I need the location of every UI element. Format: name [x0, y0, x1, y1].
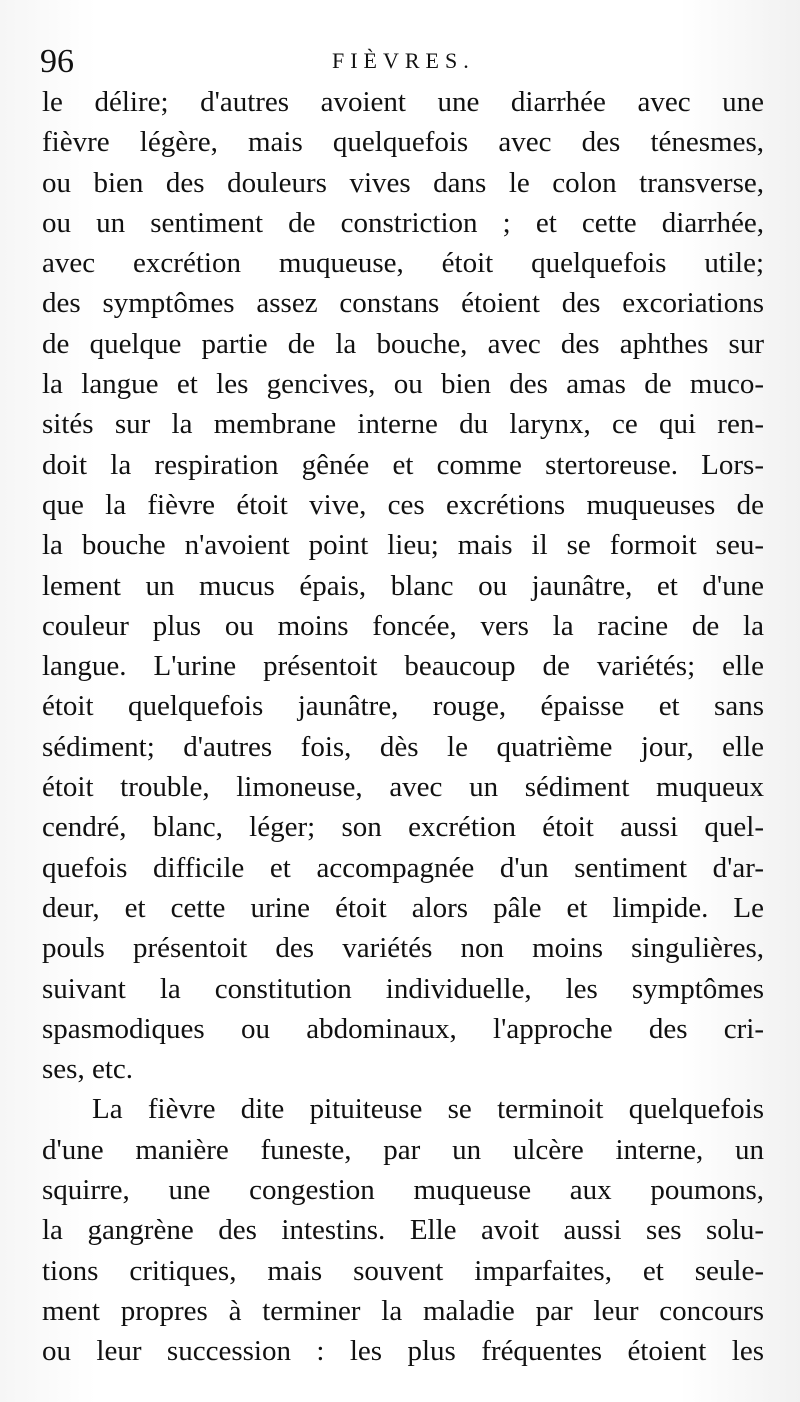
text-line: des symptômes assez constans étoient des excoriations	[42, 287, 764, 320]
text-line: squirre, une congestion muqueuse aux poumons,	[42, 1174, 764, 1207]
text-line: langue. L'urine présentoit beaucoup de variétés; elle	[42, 650, 764, 683]
text-line: tions critiques, mais souvent imparfaites, et seule-	[42, 1254, 764, 1287]
text-line: que la fièvre étoit vive, ces excrétions muqueuses de	[42, 488, 764, 521]
running-title: FIÈVRES.	[332, 48, 475, 73]
text-line: La fièvre dite pituiteuse se terminoit quelquefois	[92, 1093, 764, 1126]
text-line: ou un sentiment de constriction ; et cette diarrhée,	[42, 206, 764, 239]
text-line: le délire; d'autres avoient une diarrhée avec une	[42, 86, 764, 118]
text-line: la bouche n'avoient point lieu; mais il se formoit seu-	[42, 529, 764, 562]
text-line: lement un mucus épais, blanc ou jaunâtre, et d'une	[42, 569, 764, 602]
text-line: suivant la constitution individuelle, les symptômes	[42, 972, 764, 1005]
text-line: cendré, blanc, léger; son excrétion étoit aussi quel-	[42, 811, 764, 844]
text-line: la gangrène des intestins. Elle avoit aussi ses solu-	[42, 1214, 764, 1247]
text-line: ment propres à terminer la maladie par leur concours	[42, 1294, 764, 1327]
text-line: couleur plus ou moins foncée, vers la racine de la	[42, 609, 764, 642]
text-line: la langue et les gencives, ou bien des amas de muco-	[42, 368, 764, 401]
page-number: 96	[40, 43, 74, 80]
text-line: avec excrétion muqueuse, étoit quelquefois utile;	[42, 247, 764, 280]
page-header	[40, 42, 760, 82]
body-text	[42, 82, 764, 1372]
text-line: ses, etc.	[42, 1053, 133, 1086]
text-line: spasmodiques ou abdominaux, l'approche des cri-	[42, 1012, 764, 1045]
text-line: ou bien des douleurs vives dans le colon transverse,	[42, 166, 764, 199]
text-line: fièvre légère, mais quelquefois avec des ténesmes,	[42, 126, 764, 159]
text-line: sités sur la membrane interne du larynx, ce qui ren-	[42, 408, 764, 441]
text-line: de quelque partie de la bouche, avec des aphthes sur	[42, 327, 764, 360]
text-line: ou leur succession : les plus fréquentes étoient les	[42, 1335, 764, 1368]
text-line: quefois difficile et accompagnée d'un sentiment d'ar-	[42, 851, 764, 884]
text-line: étoit quelquefois jaunâtre, rouge, épaisse et sans	[42, 690, 764, 723]
text-line: étoit trouble, limoneuse, avec un sédiment muqueux	[42, 771, 764, 804]
text-line: deur, et cette urine étoit alors pâle et limpide. Le	[42, 891, 764, 924]
text-line: sédiment; d'autres fois, dès le quatrième jour, elle	[42, 730, 764, 763]
text-line: doit la respiration gênée et comme stertoreuse. Lors-	[42, 448, 764, 481]
text-line: pouls présentoit des variétés non moins singulières,	[42, 932, 764, 965]
text-line: d'une manière funeste, par un ulcère interne, un	[42, 1133, 764, 1166]
